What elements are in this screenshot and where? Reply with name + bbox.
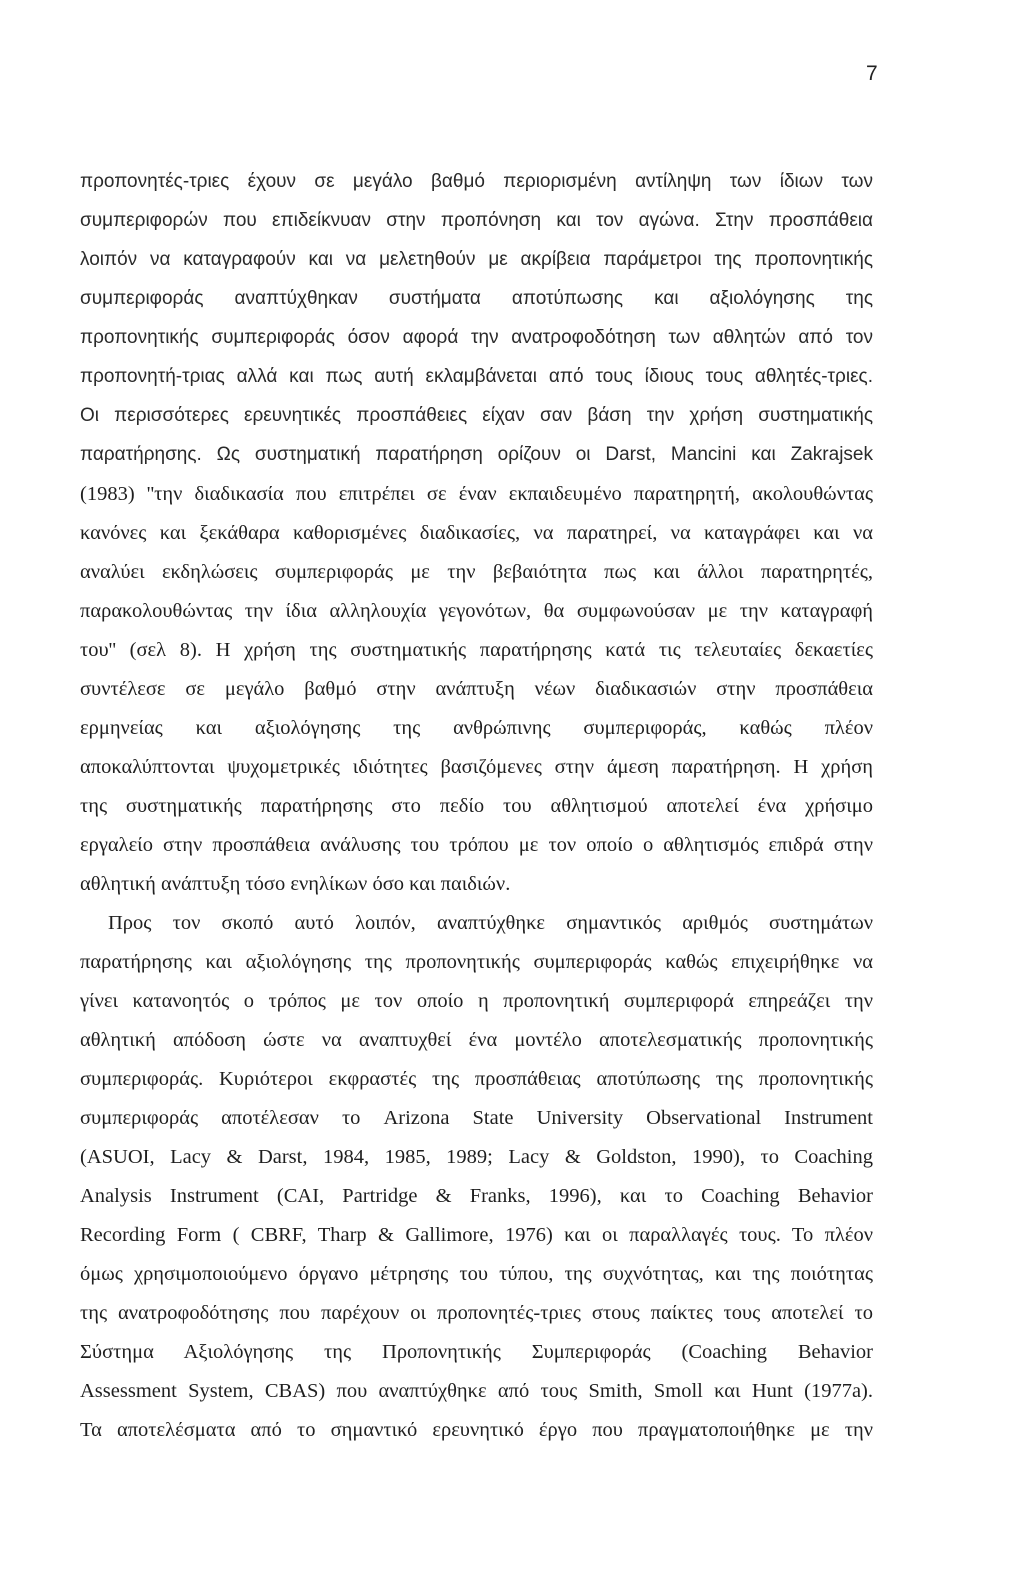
text-line: προπονητικής συμπεριφοράς όσον αφορά την ανατροφοδότηση των αθλητών από τον	[80, 327, 873, 348]
text-line: όμως χρησιμοποιούμενο όργανο μέτρησης του τύπου, της συχνότητας, και της ποιότητας	[80, 1263, 873, 1285]
text-line: αθλητική ανάπτυξη τόσο ενηλίκων όσο και παιδιών.	[80, 873, 511, 895]
text-line: αναλύει εκδηλώσεις συμπεριφοράς με την βεβαιότητα πως και άλλοι παρατηρητές,	[80, 561, 873, 583]
text-line: (ASUOI, Lacy & Darst, 1984, 1985, 1989; Lacy & Goldston, 1990), το Coaching	[80, 1146, 873, 1168]
text-line: αποκαλύπτονται ψυχομετρικές ιδιότητες βασιζόμενες στην άμεση παρατήρηση. Η χρήση	[80, 756, 873, 778]
text-line: Προς τον σκοπό αυτό λοιπόν, αναπτύχθηκε σημαντικός αριθμός συστημάτων	[108, 912, 873, 934]
text-line: αθλητική απόδοση ώστε να αναπτυχθεί ένα μοντέλο αποτελεσματικής προπονητικής	[80, 1029, 873, 1051]
text-line: Assessment System, CBAS) που αναπτύχθηκε από τους Smith, Smoll και Hunt (1977a).	[80, 1380, 873, 1402]
text-line: παρατήρησης και αξιολόγησης της προπονητικής συμπεριφοράς καθώς επιχειρήθηκε να	[80, 951, 873, 973]
text-line: της συστηματικής παρατήρησης στο πεδίο του αθλητισμού αποτελεί ένα χρήσιμο	[80, 795, 873, 817]
text-line: Τα αποτελέσματα από το σημαντικό ερευνητικό έργο που πραγματοποιήθηκε με την	[80, 1419, 873, 1441]
text-line: προπονητές-τριες έχουν σε μεγάλο βαθμό περιορισμένη αντίληψη των ίδιων των	[80, 171, 873, 192]
text-line: Recording Form ( CBRF, Tharp & Gallimore, 1976) και οι παραλλαγές τους. Το πλέον	[80, 1224, 873, 1246]
text-line: γίνει κατανοητός ο τρόπος με τον οποίο η προπονητική συμπεριφορά επηρεάζει την	[80, 990, 873, 1012]
text-line: Analysis Instrument (CAI, Partridge & Franks, 1996), και το Coaching Behavior	[80, 1185, 873, 1207]
text-line: ερμηνείας και αξιολόγησης της ανθρώπινης συμπεριφοράς, καθώς πλέον	[80, 717, 873, 739]
text-line: προπονητή-τριας αλλά και πως αυτή εκλαμβάνεται από τους ίδιους τους αθλητές-τριες.	[80, 366, 873, 387]
text-line: (1983) ''την διαδικασία που επιτρέπει σε έναν εκπαιδευμένο παρατηρητή, ακολουθώντας	[80, 483, 873, 505]
text-line: λοιπόν να καταγραφούν και να μελετηθούν με ακρίβεια παράμετροι της προπονητικής	[80, 249, 873, 270]
text-line: κανόνες και ξεκάθαρα καθορισμένες διαδικασίες, να παρατηρεί, να καταγράφει και να	[80, 522, 873, 544]
text-line: του'' (σελ 8). Η χρήση της συστηματικής παρατήρησης κατά τις τελευταίες δεκαετίες	[80, 639, 873, 661]
text-line: παρατήρησης. Ως συστηματική παρατήρηση ορίζουν οι Darst, Mancini και Zakrajsek	[80, 444, 873, 465]
text-line: της ανατροφοδότησης που παρέχουν οι προπονητές-τριες στους παίκτες τους αποτελεί το	[80, 1302, 873, 1324]
text-line: Σύστημα Αξιολόγησης της Προπονητικής Συμπεριφοράς (Coaching Behavior	[80, 1341, 873, 1363]
page-number: 7	[866, 62, 878, 85]
text-line: συμπεριφοράς. Κυριότεροι εκφραστές της προσπάθειας αποτύπωσης της προπονητικής	[80, 1068, 873, 1090]
text-line: συμπεριφοράς αναπτύχθηκαν συστήματα αποτύπωσης και αξιολόγησης της	[80, 288, 873, 309]
text-line: Οι περισσότερες ερευνητικές προσπάθειες είχαν σαν βάση την χρήση συστηματικής	[80, 405, 873, 426]
text-line: συμπεριφοράς αποτέλεσαν το Arizona State University Observational Instrument	[80, 1107, 873, 1129]
text-line: συμπεριφορών που επιδείκνυαν στην προπόνηση και τον αγώνα. Στην προσπάθεια	[80, 210, 873, 231]
text-line: παρακολουθώντας την ίδια αλληλουχία γεγονότων, θα συμφωνούσαν με την καταγραφή	[80, 600, 873, 622]
text-line: εργαλείο στην προσπάθεια ανάλυσης του τρόπου με τον οποίο ο αθλητισμός επιδρά στην	[80, 834, 873, 856]
text-line: συντέλεσε σε μεγάλο βαθμό στην ανάπτυξη νέων διαδικασιών στην προσπάθεια	[80, 678, 873, 700]
